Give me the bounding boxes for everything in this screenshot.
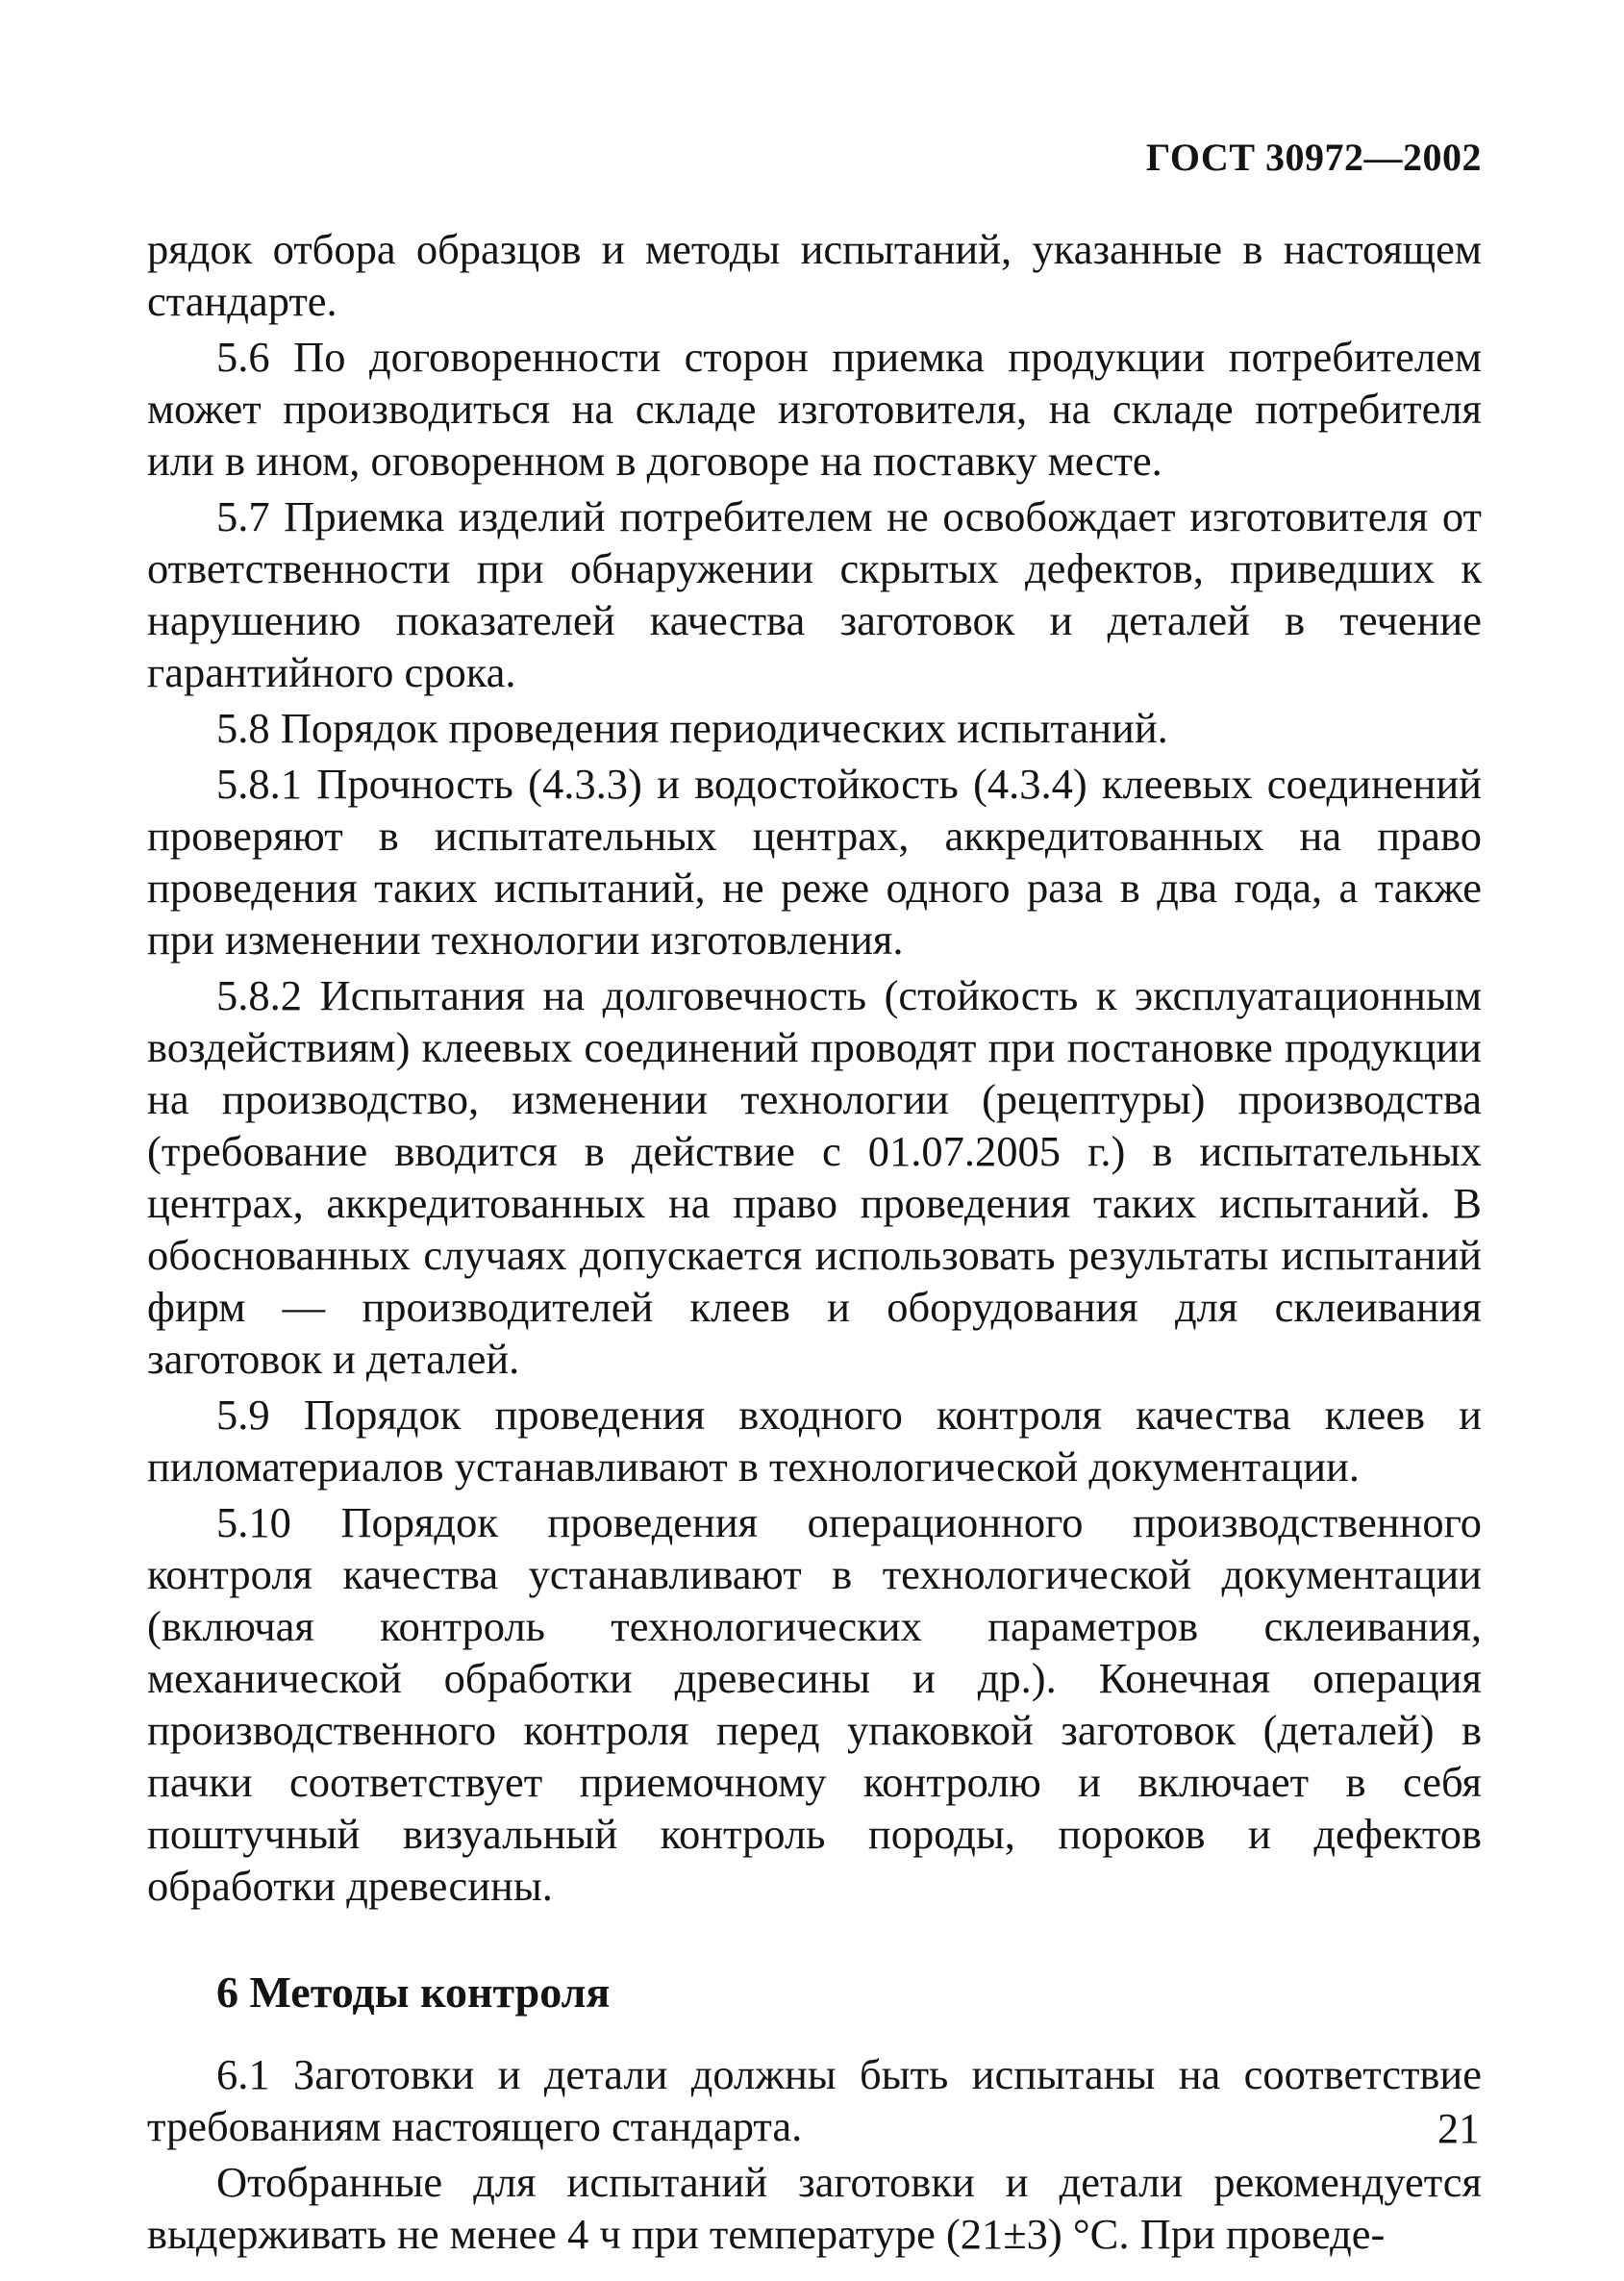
document-body — [147, 223, 1482, 2260]
section-heading: 6 Методы контроля — [216, 1968, 611, 2017]
paragraph-5-8: 5.8 Порядок проведения периодических испытаний. — [216, 704, 1168, 752]
page-number: 21 — [1437, 2105, 1480, 2152]
paragraph-continuation: рядок отбора образцов и методы испытаний, указанные в настоящем стандарте. — [147, 225, 1482, 325]
paragraph-5-6: 5.6 По договоренности сторон приемка продукции потребителем может производиться на складе изготовителя, на складе потребителя или в ином, оговоренном в договоре на поставку месте. — [147, 333, 1482, 485]
paragraph-5-8-2: 5.8.2 Испытания на долговечность (стойкость к эксплуатационным воздействиям) клеевых соединений проводят при постановке продукции на производство, изменении технологии (рецептуры) производства (требование вводится в действие с 01.07.2005 г.) в испытательных центрах, аккредитованных на право проведения таких испытаний. В обоснованных случаях допускается использовать результаты испытаний фирм — производителей клеев и оборудования для склеивания заготовок и деталей. — [147, 971, 1482, 1383]
paragraph-5-7: 5.7 Приемка изделий потребителем не освобождает изготовителя от ответственности при обнаружении скрытых дефектов, приведших к нарушению показателей качества заготовок и деталей в течение гарантийного срока. — [147, 492, 1482, 696]
paragraph-5-8-1: 5.8.1 Прочность (4.3.3) и водостойкость (4.3.4) клеевых соединений проверяют в испытательных центрах, аккредитованных на право проведения таких испытаний, не реже одного раза в два года, а также при изменении технологии изготовления. — [147, 760, 1482, 964]
paragraph-6-1: 6.1 Заготовки и детали должны быть испытаны на соответствие требованиям настоящего стандарта. — [147, 2050, 1482, 2150]
document-header: ГОСТ 30972—2002 — [1145, 136, 1482, 179]
paragraph-6-1-conditioning: Отобранные для испытаний заготовки и детали рекомендуется выдерживать не менее 4 ч при температуре (21±3) °С. При проведе- — [147, 2158, 1482, 2258]
paragraph-5-10: 5.10 Порядок проведения операционного производственного контроля качества устанавливают в технологической документации (включая контроль технологических параметров склеивания, механической обработки древесины и др.). Конечная операция производственного контроля перед упаковкой заготовок (деталей) в пачки соответствует приемочному контролю и включает в себя поштучный визуальный контроль породы, пороков и дефектов обработки древесины. — [147, 1498, 1482, 1910]
paragraph-5-9: 5.9 Порядок проведения входного контроля качества клеев и пиломатериалов устанавливают в технологической документации. — [147, 1391, 1482, 1491]
